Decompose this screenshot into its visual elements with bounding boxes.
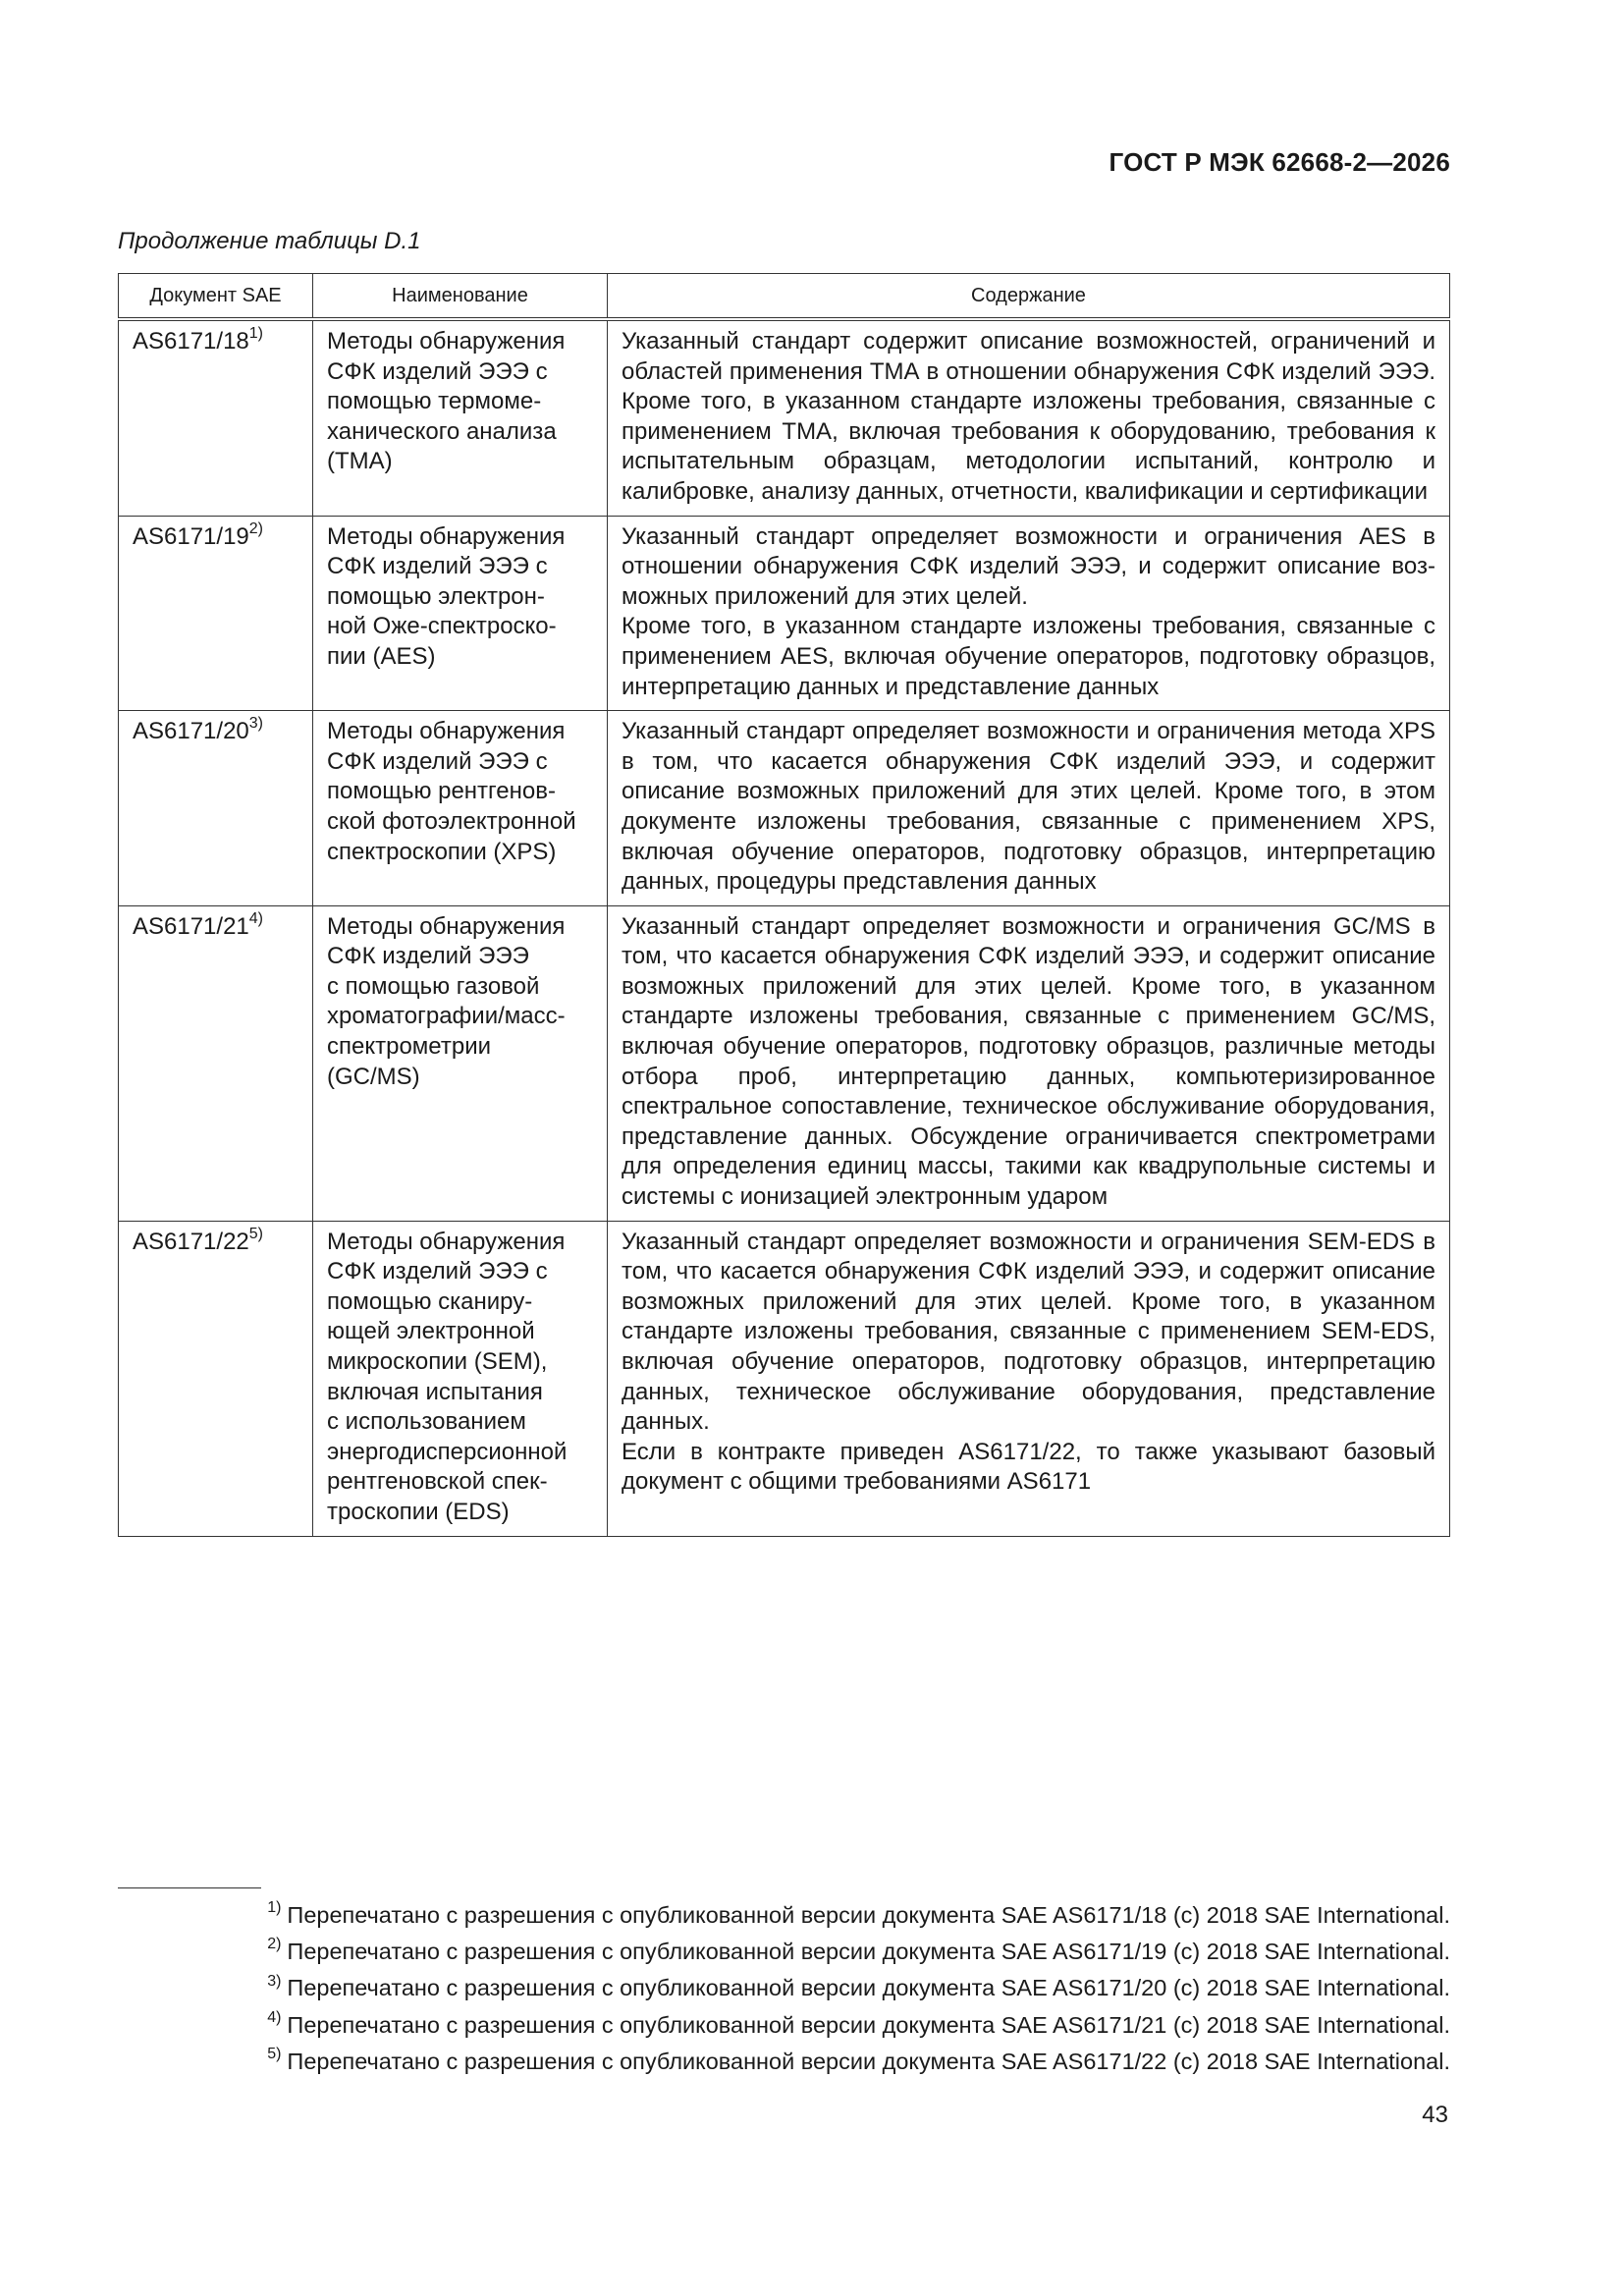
column-header-name: Наименование [313,274,608,320]
footnote-ref: 3) [248,715,264,733]
table-row [119,319,1450,516]
footnote-mark: 2) [267,1936,282,1953]
doc-code: AS6171/20 [133,718,249,745]
footnote-ref: 5) [248,1225,264,1242]
cell-name: Методы обнаружения СФК изделий ЭЭЭ с помощью термоме- ханического анализа (ТМА) [313,319,608,516]
footnote [174,1970,1450,2006]
doc-code: AS6171/21 [133,912,249,940]
cell-doc [119,711,313,906]
cell-doc [119,1221,313,1536]
column-header-content: Содержание [608,274,1450,320]
content-paragraph: Кроме того, в указанном стандарте изложены требования, связанные с применением AES, включая обучение операторов, подготовку образцов, интерпретацию данных и представление данных [622,613,1435,700]
footnote [174,1934,1450,1970]
footnote-mark: 5) [267,2045,282,2062]
content-paragraph: Указанный стандарт определяет возможности и ограничения GC/MS в том, что касается обнаружения СФК изделий ЭЭЭ, и содержит описание возможных приложений для этих целей. Кроме того, в указанном стандарте изложены требования, связанные с применением GC/MS, включая обучение операторов, подготовку образцов, различные методы отбора проб, интерпретацию данных, компьютеризированное спектральное сопоставление, техническое обслуживание оборудования, представление данных. Обсуждение ограничивается спектрометрами для определения единиц массы, такими как квадрупольные системы и системы с ионизацией электронным ударом [622,912,1435,1211]
footnote-text: Перепечатано с разрешения с опубликованной версии документа SAE AS6171/20 (c) 2018 SAE International. [287,1975,1450,2001]
cell-content [608,905,1450,1221]
doc-code: AS6171/22 [133,1228,249,1255]
cell-name: Методы обнаружения СФК изделий ЭЭЭ с помощью сканиру- ющей электронной микроскопии (SEM), включая испытания с использованием энергодисперсионной рентгеновской спек- троскопии (EDS) [313,1221,608,1536]
content-paragraph: Указанный стандарт определяет возможности и ограничения AES в отношении обнаружения СФК изделий ЭЭЭ, и содержит описание возможных приложений для этих целей. [622,522,1435,610]
table-row [119,905,1450,1221]
document-header: ГОСТ Р МЭК 62668-2—2026 [1109,147,1450,177]
footnote-mark: 3) [267,1972,282,1990]
table-row [119,711,1450,906]
column-header-doc: Документ SAE [119,274,313,320]
footnote-ref: 4) [248,909,264,927]
footnote-ref: 1) [248,325,264,342]
cell-doc [119,905,313,1221]
footnote [174,2044,1450,2080]
table-row [119,516,1450,711]
footnote-mark: 1) [267,1899,282,1917]
cell-content [608,516,1450,711]
table-header-row [119,274,1450,320]
doc-code: AS6171/18 [133,328,249,355]
table-row [119,1221,1450,1536]
doc-code: AS6171/19 [133,522,249,550]
standards-table [118,273,1450,1537]
cell-name: Методы обнаружения СФК изделий ЭЭЭ с помощью газовой хроматографии/масс- спектрометрии (GC/MS) [313,905,608,1221]
cell-doc [119,516,313,711]
footnote-text: Перепечатано с разрешения с опубликованной версии документа SAE AS6171/21 (c) 2018 SAE International. [287,2011,1450,2038]
footnote-text: Перепечатано с разрешения с опубликованной версии документа SAE AS6171/18 (c) 2018 SAE International. [287,1902,1450,1928]
footnote-ref: 2) [248,519,264,537]
cell-content [608,319,1450,516]
footnote-text: Перепечатано с разрешения с опубликованной версии документа SAE AS6171/19 (c) 2018 SAE International. [287,1939,1450,1965]
page-number: 43 [1422,2102,1448,2128]
footnote [174,2007,1450,2044]
footnote-mark: 4) [267,2008,282,2026]
cell-content [608,1221,1450,1536]
content-paragraph: Указанный стандарт определяет возможности и ограничения SEM-EDS в том, что касается обнаружения СФК изделий ЭЭЭ, и содержит описание возможных приложений для этих целей. Кроме того, в указанном стандарте изложены требования, связанные с применением SEM-EDS, включая обучение операторов, подготовку образцов, интерпретацию данных, техническое обслуживание оборудования, представление данных. [622,1228,1435,1436]
footnote [174,1897,1450,1934]
cell-name: Методы обнаружения СФК изделий ЭЭЭ с помощью рентгенов- ской фотоэлектронной спектроскопии (XPS) [313,711,608,906]
content-paragraph: Если в контракте приведен AS6171/22, то также указывают базовый документ с общими требованиями AS6171 [622,1438,1435,1496]
footnote-separator [118,1887,261,1888]
content-paragraph: Указанный стандарт определяет возможности и ограничения метода XPS в том, что касается обнаружения СФК изделий ЭЭЭ, и содержит описание возможных приложений для этих целей. Кроме того, в этом документе изложены требования, связанные с применением XPS, включая обучение операторов, подготовку образцов, интерпретацию данных, процедуры представления данных [622,718,1435,896]
table-caption: Продолжение таблицы D.1 [118,228,421,254]
cell-content [608,711,1450,906]
content-paragraph: Указанный стандарт содержит описание возможностей, ограничений и областей применения ТМА в отношении обнаружения СФК изделий ЭЭЭ. Кроме того, в указанном стандарте изложены требования, связанные с применением ТМА, включая требования к оборудованию, требования к испытательным образцам, методологии испытаний, контролю и калибровке, анализу данных, отчетности, квалификации и сертификации [622,328,1435,505]
cell-doc [119,319,313,516]
footnotes [174,1897,1450,2080]
cell-name: Методы обнаружения СФК изделий ЭЭЭ с помощью электрон- ной Оже-спектроско- пии (AES) [313,516,608,711]
footnote-text: Перепечатано с разрешения с опубликованной версии документа SAE AS6171/22 (c) 2018 SAE International. [287,2048,1450,2074]
